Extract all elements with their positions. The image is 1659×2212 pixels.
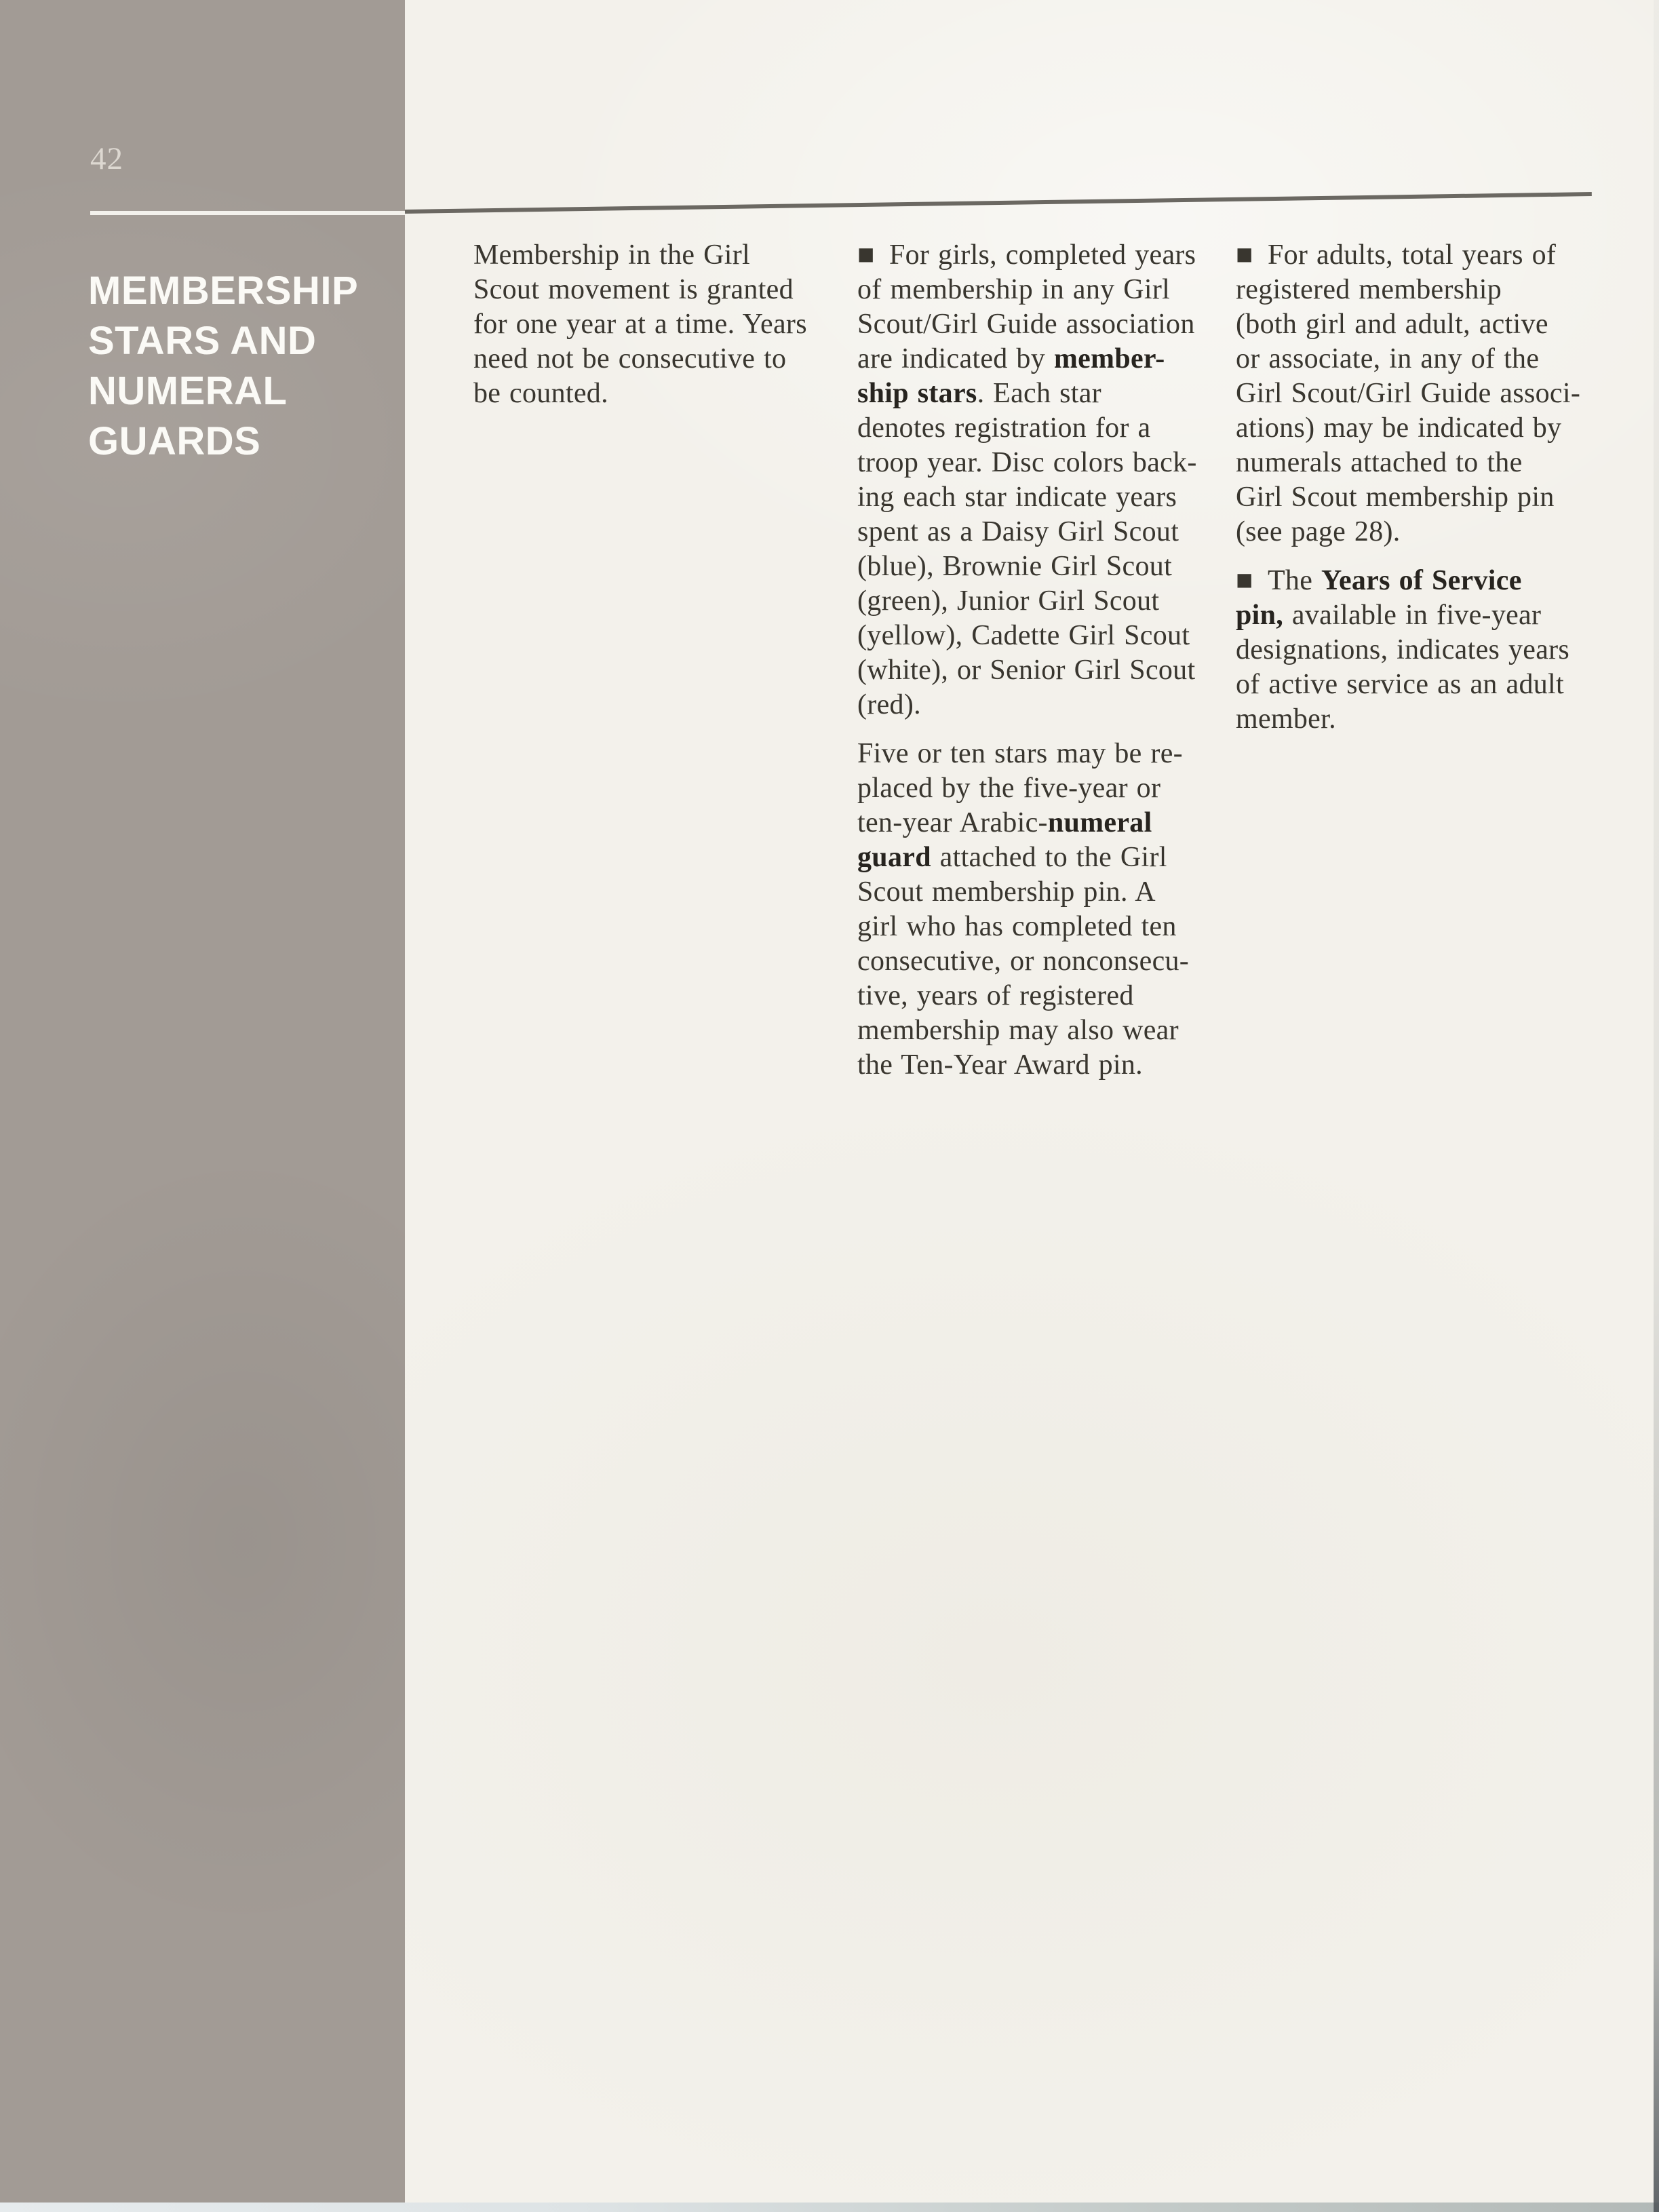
page-right-edge <box>1654 0 1659 2212</box>
column-girls <box>857 238 1224 1083</box>
paragraph: Membership in the Girl Scout movement is granted for one year at a time. Years need not be consecutive to be counted. <box>473 239 807 409</box>
paragraph: ■ For adults, total years of registered membership (both girl and adult, active or associate, in any of the Girl Scout/Girl Guide associ- ations) may be indicated by numerals attached to the Girl Scout membership pin (see page 28). <box>1236 239 1581 547</box>
sidebar-rule <box>90 211 405 215</box>
column-intro <box>473 238 819 411</box>
sidebar-panel <box>0 0 405 2203</box>
page-number: 42 <box>90 141 123 176</box>
column-adults <box>1236 238 1602 737</box>
content-rule <box>405 192 1592 214</box>
paragraph: Five or ten stars may be re- placed by the five-year or ten-year Arabic-numeral guard attached to the Girl Scout membership pin. A girl who has completed ten consecutive, or nonconsecu- tive, years of registered membership may also wear the Ten-Year Award pin. <box>857 738 1190 1081</box>
paragraph: ■ For girls, completed years of membership in any Girl Scout/Girl Guide association are indicated by member- ship stars. Each star denotes registration for a troop year. Disc colors back- ing each star indicate years spent as a Daisy Girl Scout (blue), Brownie Girl Scout (green), Junior Girl Scout (yellow), Cadette Girl Scout (white), or Senior Girl Scout (red). <box>857 239 1197 720</box>
paragraph: ■ The Years of Service pin, available in five-year designations, indicates years of active service as an adult member. <box>1236 565 1570 735</box>
section-heading: MEMBERSHIP STARS AND NUMERAL GUARDS <box>88 269 359 463</box>
page-bottom-edge <box>0 2203 1659 2212</box>
